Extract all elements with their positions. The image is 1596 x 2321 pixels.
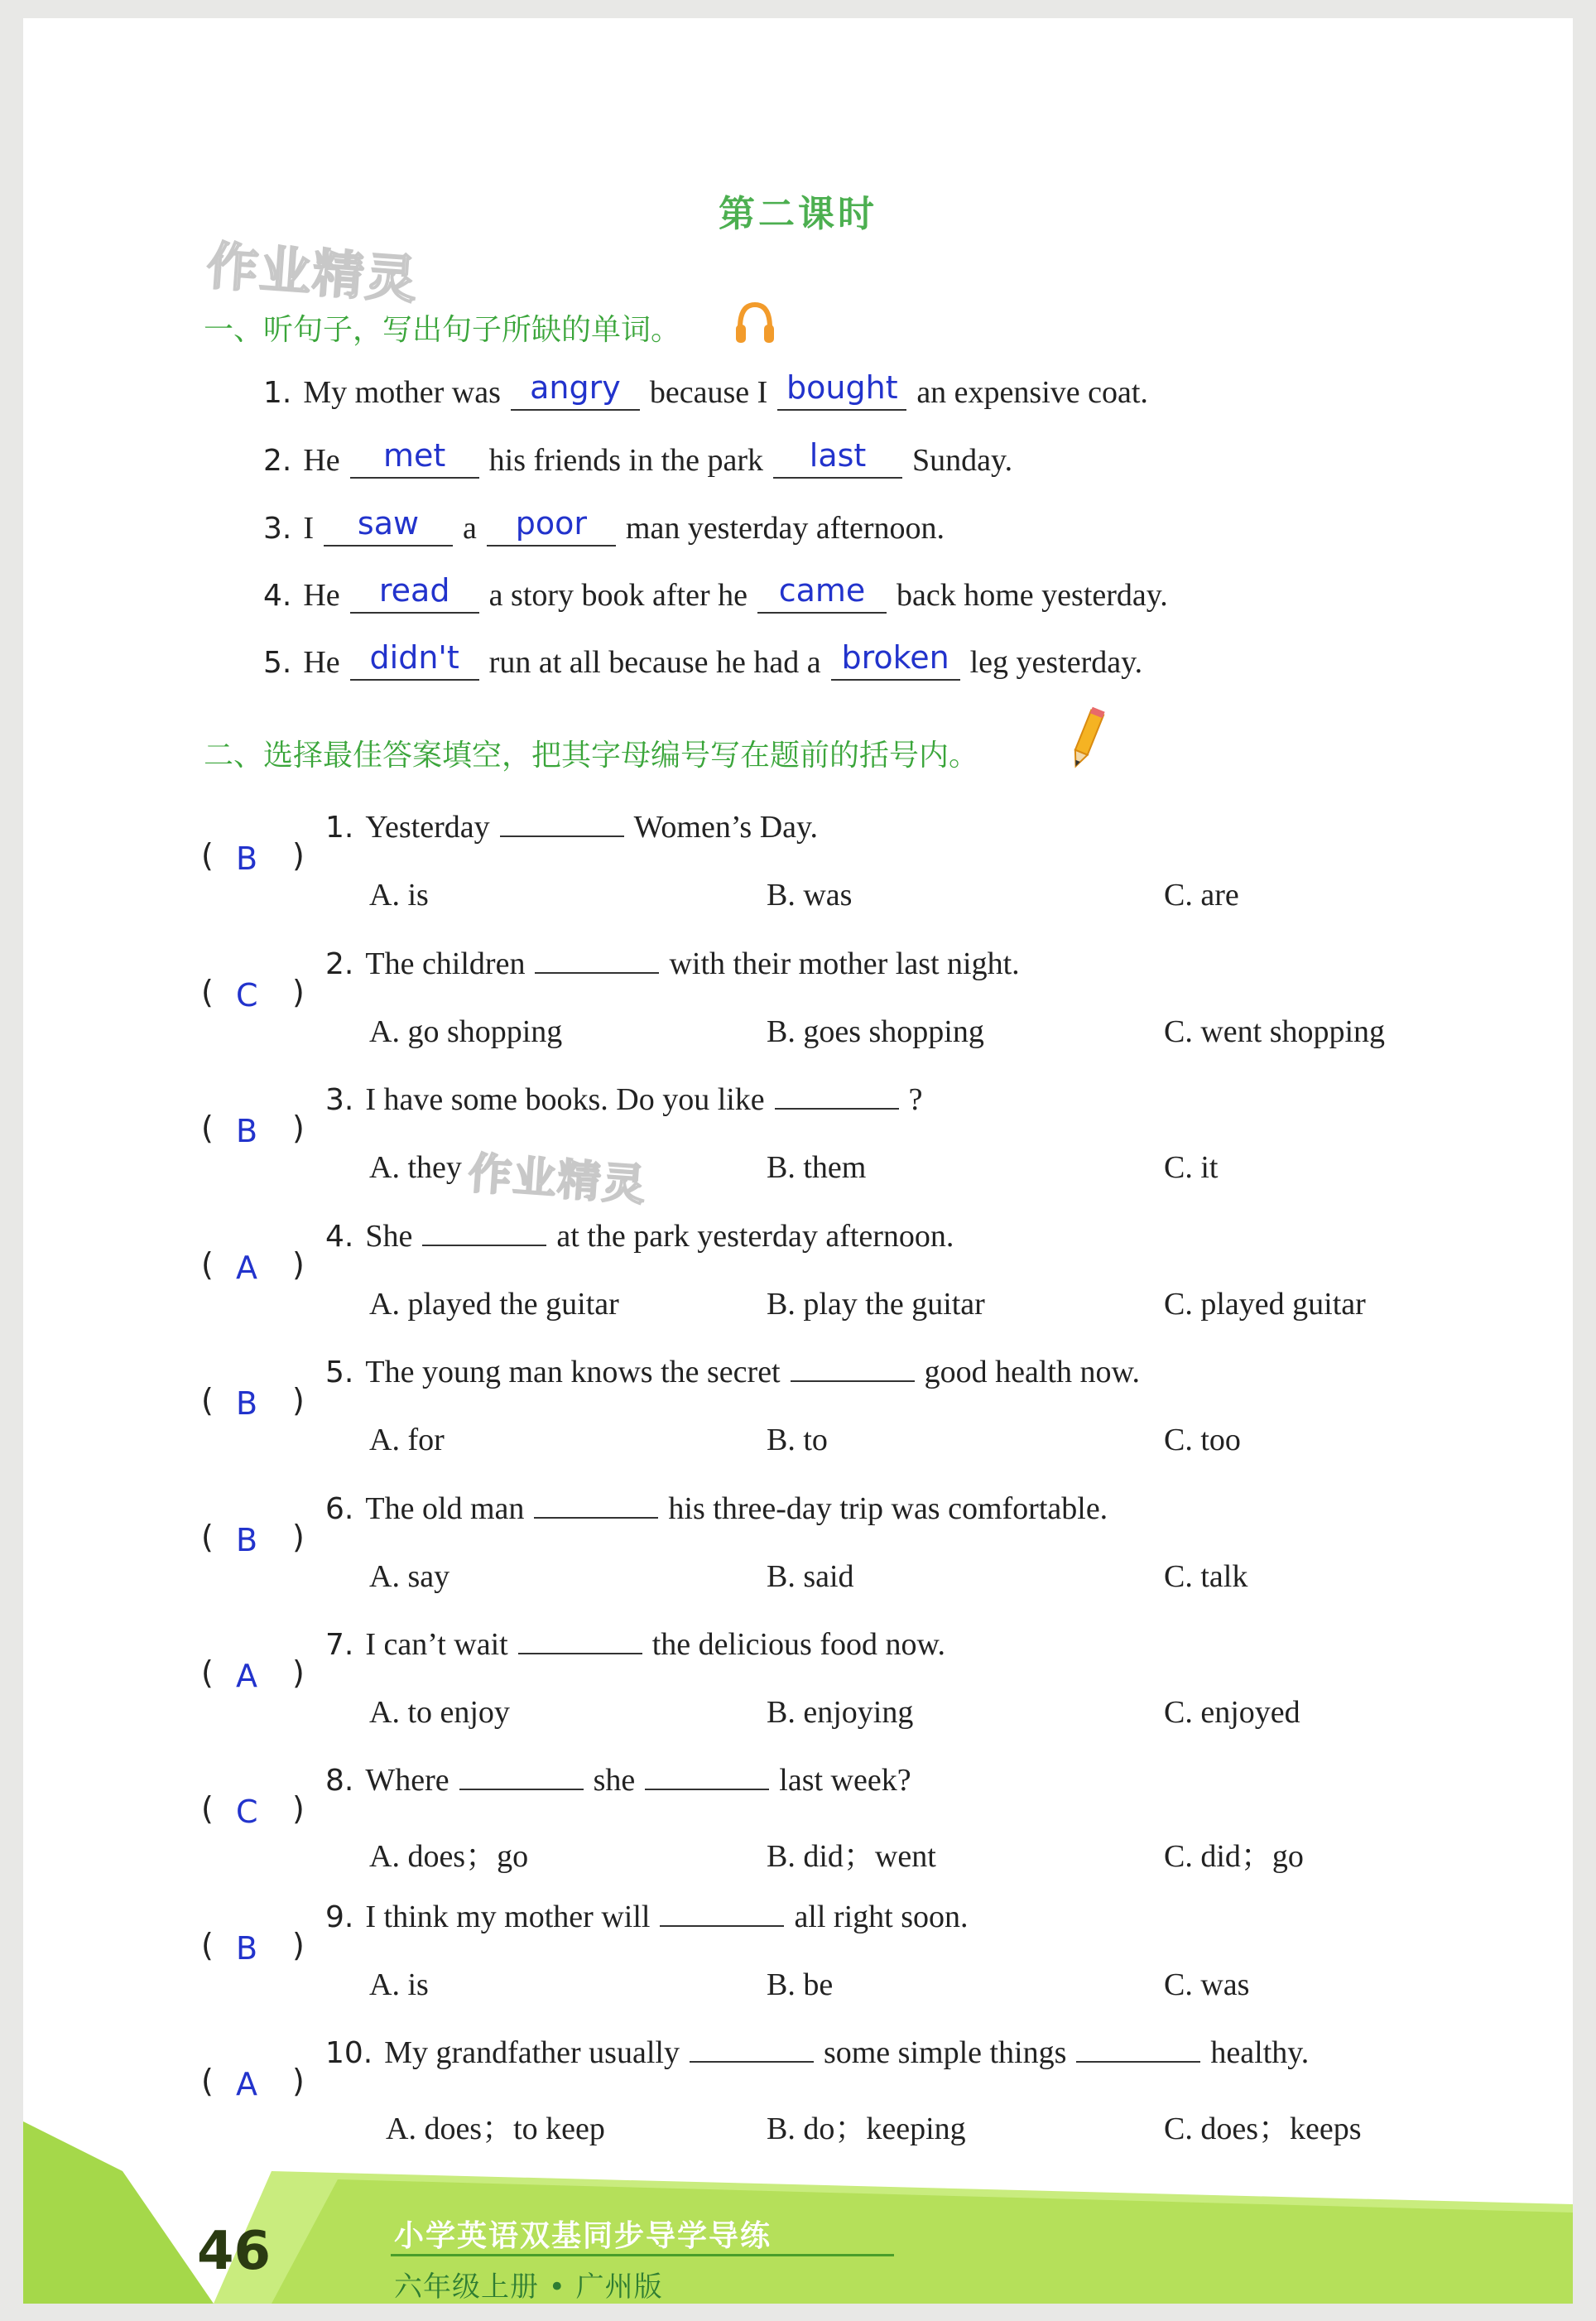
question-line: ( B ) 5. The young man knows the secret good health now. (201, 1355, 1140, 1422)
question-text: She (365, 1219, 413, 1254)
option-c: C. are (1164, 878, 1239, 913)
handwritten-choice: B (236, 840, 258, 877)
sentence-text: because I (649, 375, 768, 410)
footer-divider (391, 2254, 894, 2256)
option-a: A. say (369, 1559, 450, 1594)
option-a: A. played the guitar (369, 1287, 619, 1322)
answer-blank[interactable] (487, 505, 616, 547)
item-number: 1. (263, 376, 292, 410)
option-a: A. to enjoy (369, 1695, 510, 1730)
handwritten-choice: C (236, 977, 258, 1014)
book-title: 小学英语双基同步导学导练 (394, 2219, 772, 2253)
handwritten-answer: met (383, 437, 446, 474)
question-text: The children (365, 946, 526, 981)
question-text: some simple things (823, 2035, 1067, 2070)
question-blank (459, 1764, 584, 1790)
question-text: all right soon. (794, 1900, 969, 1934)
question-text: at the park yesterday afternoon. (556, 1219, 954, 1254)
question-line: ( B ) 1. Yesterday Women’s Day. (201, 810, 819, 877)
option-c: C. did；go (1164, 1839, 1304, 1874)
question-text: I have some books. Do you like (365, 1082, 765, 1117)
option-a: A. does；to keep (386, 2112, 605, 2146)
option-b: B. goes shopping (767, 1014, 984, 1049)
question-number: 2. (325, 947, 354, 981)
sentence-text: a (463, 511, 477, 546)
option-a: A. is (369, 878, 429, 913)
item-number: 2. (263, 444, 292, 478)
question-text: The young man knows the secret (365, 1355, 781, 1389)
watermark: 作业精灵 (204, 235, 421, 311)
answer-blank[interactable] (350, 437, 479, 479)
question-line: ( A ) 4. She at the park yesterday afternoon. (201, 1219, 954, 1286)
question-number: 6. (325, 1492, 354, 1526)
answer-blank[interactable] (777, 369, 906, 411)
option-c: C. talk (1164, 1559, 1248, 1594)
option-a: A. go shopping (369, 1014, 563, 1049)
question-number: 9. (325, 1900, 354, 1934)
page-number: 46 (197, 2221, 272, 2282)
item-number: 5. (263, 646, 292, 680)
handwritten-answer: angry (530, 369, 621, 406)
sentence-text: My mother was (303, 375, 501, 410)
handwritten-answer: didn't (369, 639, 459, 676)
option-c: C. enjoyed (1164, 1695, 1300, 1730)
question-blank (690, 2036, 814, 2063)
question-blank (534, 1492, 658, 1519)
option-b: B. enjoying (767, 1695, 914, 1730)
question-text: ? (908, 1082, 923, 1117)
question-blank (645, 1764, 769, 1790)
question-blank (791, 1356, 915, 1382)
question-blank (775, 1083, 899, 1110)
book-subtitle: 六年级上册 • 广州版 (394, 2270, 663, 2304)
option-b: B. be (767, 1967, 834, 2002)
question-text: I can’t wait (365, 1627, 508, 1662)
question-text: good health now. (924, 1355, 1140, 1389)
question-text: Women’s Day. (633, 810, 819, 845)
option-b: B. play the guitar (767, 1287, 985, 1322)
question-line: ( B ) 6. The old man his three-day trip was comfortable. (201, 1491, 1108, 1558)
handwritten-choice: B (236, 1930, 258, 1967)
answer-blank[interactable] (350, 572, 479, 614)
pencil-icon (1066, 705, 1108, 772)
option-c: C. does；keeps (1164, 2112, 1362, 2146)
listening-item (263, 639, 1143, 681)
answer-blank[interactable] (757, 572, 887, 614)
handwritten-choice: B (236, 1385, 258, 1422)
question-text: healthy. (1210, 2035, 1310, 2070)
sentence-text: a story book after he (488, 578, 748, 613)
listening-item (263, 572, 1168, 614)
handwritten-answer: saw (357, 505, 420, 542)
question-text: last week? (779, 1763, 911, 1798)
handwritten-answer: broken (841, 639, 949, 676)
option-b: B. do；keeping (767, 2112, 966, 2146)
handwritten-answer: read (378, 572, 450, 609)
option-b: B. did；went (767, 1839, 936, 1874)
question-text: Where (365, 1763, 449, 1798)
option-a: A. for (369, 1423, 445, 1457)
headphones-icon (733, 300, 776, 348)
sentence-text: He (303, 443, 340, 478)
listening-item (263, 505, 945, 547)
listening-item (263, 437, 1013, 479)
question-number: 4. (325, 1220, 354, 1254)
option-b: B. was (767, 878, 853, 913)
handwritten-answer: last (809, 437, 867, 474)
handwritten-choice: A (236, 1250, 257, 1286)
sentence-text: He (303, 578, 340, 613)
question-line: ( A ) 7. I can’t wait the delicious food now. (201, 1627, 945, 1694)
lesson-title: 第二课时 (719, 193, 877, 235)
handwritten-answer: came (778, 572, 866, 609)
section2-heading: 二、选择最佳答案填空，把其字母编号写在题前的括号内。 (204, 739, 979, 773)
option-b: B. them (767, 1150, 867, 1185)
question-line: ( B ) 9. I think my mother will all right soon. (201, 1900, 969, 1967)
question-line: ( A ) 10. My grandfather usually some simple things healthy. (201, 2035, 1310, 2102)
question-line: ( C ) 8. Where she last week? (201, 1763, 911, 1830)
question-number: 8. (325, 1764, 354, 1798)
sentence-text: He (303, 645, 340, 680)
question-number: 5. (325, 1356, 354, 1389)
question-blank (500, 811, 624, 837)
question-text: My grandfather usually (384, 2035, 680, 2070)
question-blank (422, 1220, 546, 1246)
sentence-text: an expensive coat. (916, 375, 1148, 410)
sentence-text: back home yesterday. (897, 578, 1168, 613)
question-number: 3. (325, 1083, 354, 1117)
sentence-text: run at all because he had a (488, 645, 821, 680)
listening-item (263, 369, 1148, 411)
question-blank (535, 947, 659, 974)
question-blank (518, 1628, 642, 1654)
handwritten-choice: C (236, 1794, 258, 1830)
question-text: I think my mother will (365, 1900, 651, 1934)
option-c: C. it (1164, 1150, 1219, 1185)
option-c: C. too (1164, 1423, 1241, 1457)
worksheet-page (23, 18, 1573, 2304)
question-text: with their mother last night. (669, 946, 1020, 981)
sentence-text: man yesterday afternoon. (625, 511, 945, 546)
item-number: 3. (263, 512, 292, 546)
option-c: C. played guitar (1164, 1287, 1366, 1322)
question-line: ( B ) 3. I have some books. Do you like ? (201, 1082, 923, 1149)
question-text: she (593, 1763, 636, 1798)
handwritten-answer: bought (786, 369, 898, 406)
question-blank (660, 1900, 784, 1927)
question-number: 10. (325, 2036, 373, 2070)
question-blank (1076, 2036, 1200, 2063)
section1-heading: 一、听句子，写出句子所缺的单词。 (204, 313, 681, 347)
option-a: A. does；go (369, 1839, 529, 1874)
question-text: Yesterday (365, 810, 490, 845)
handwritten-answer: poor (515, 505, 588, 542)
handwritten-choice: B (236, 1522, 258, 1558)
question-line: ( C ) 2. The children with their mother last night. (201, 946, 1020, 1014)
question-text: the delicious food now. (651, 1627, 945, 1662)
option-c: C. was (1164, 1967, 1250, 2002)
question-number: 1. (325, 811, 354, 845)
question-number: 7. (325, 1628, 354, 1662)
option-c: C. went shopping (1164, 1014, 1386, 1049)
answer-blank[interactable] (511, 369, 640, 411)
handwritten-choice: B (236, 1113, 258, 1149)
sentence-text: I (303, 511, 315, 546)
sentence-text: Sunday. (912, 443, 1013, 478)
answer-blank[interactable] (773, 437, 902, 479)
option-b: B. to (767, 1423, 828, 1457)
question-text: The old man (365, 1491, 525, 1526)
sentence-text: leg yesterday. (969, 645, 1143, 680)
question-text: his three-day trip was comfortable. (668, 1491, 1108, 1526)
answer-blank[interactable] (324, 505, 453, 547)
option-b: B. said (767, 1559, 854, 1594)
handwritten-choice: A (236, 2066, 257, 2102)
item-number: 4. (263, 579, 292, 613)
option-a: A. they (369, 1150, 462, 1185)
watermark: 作业精灵 (466, 1148, 649, 1211)
option-a: A. is (369, 1967, 429, 2002)
handwritten-choice: A (236, 1658, 257, 1694)
answer-blank[interactable] (831, 639, 960, 681)
answer-blank[interactable] (350, 639, 479, 681)
sentence-text: his friends in the park (488, 443, 764, 478)
